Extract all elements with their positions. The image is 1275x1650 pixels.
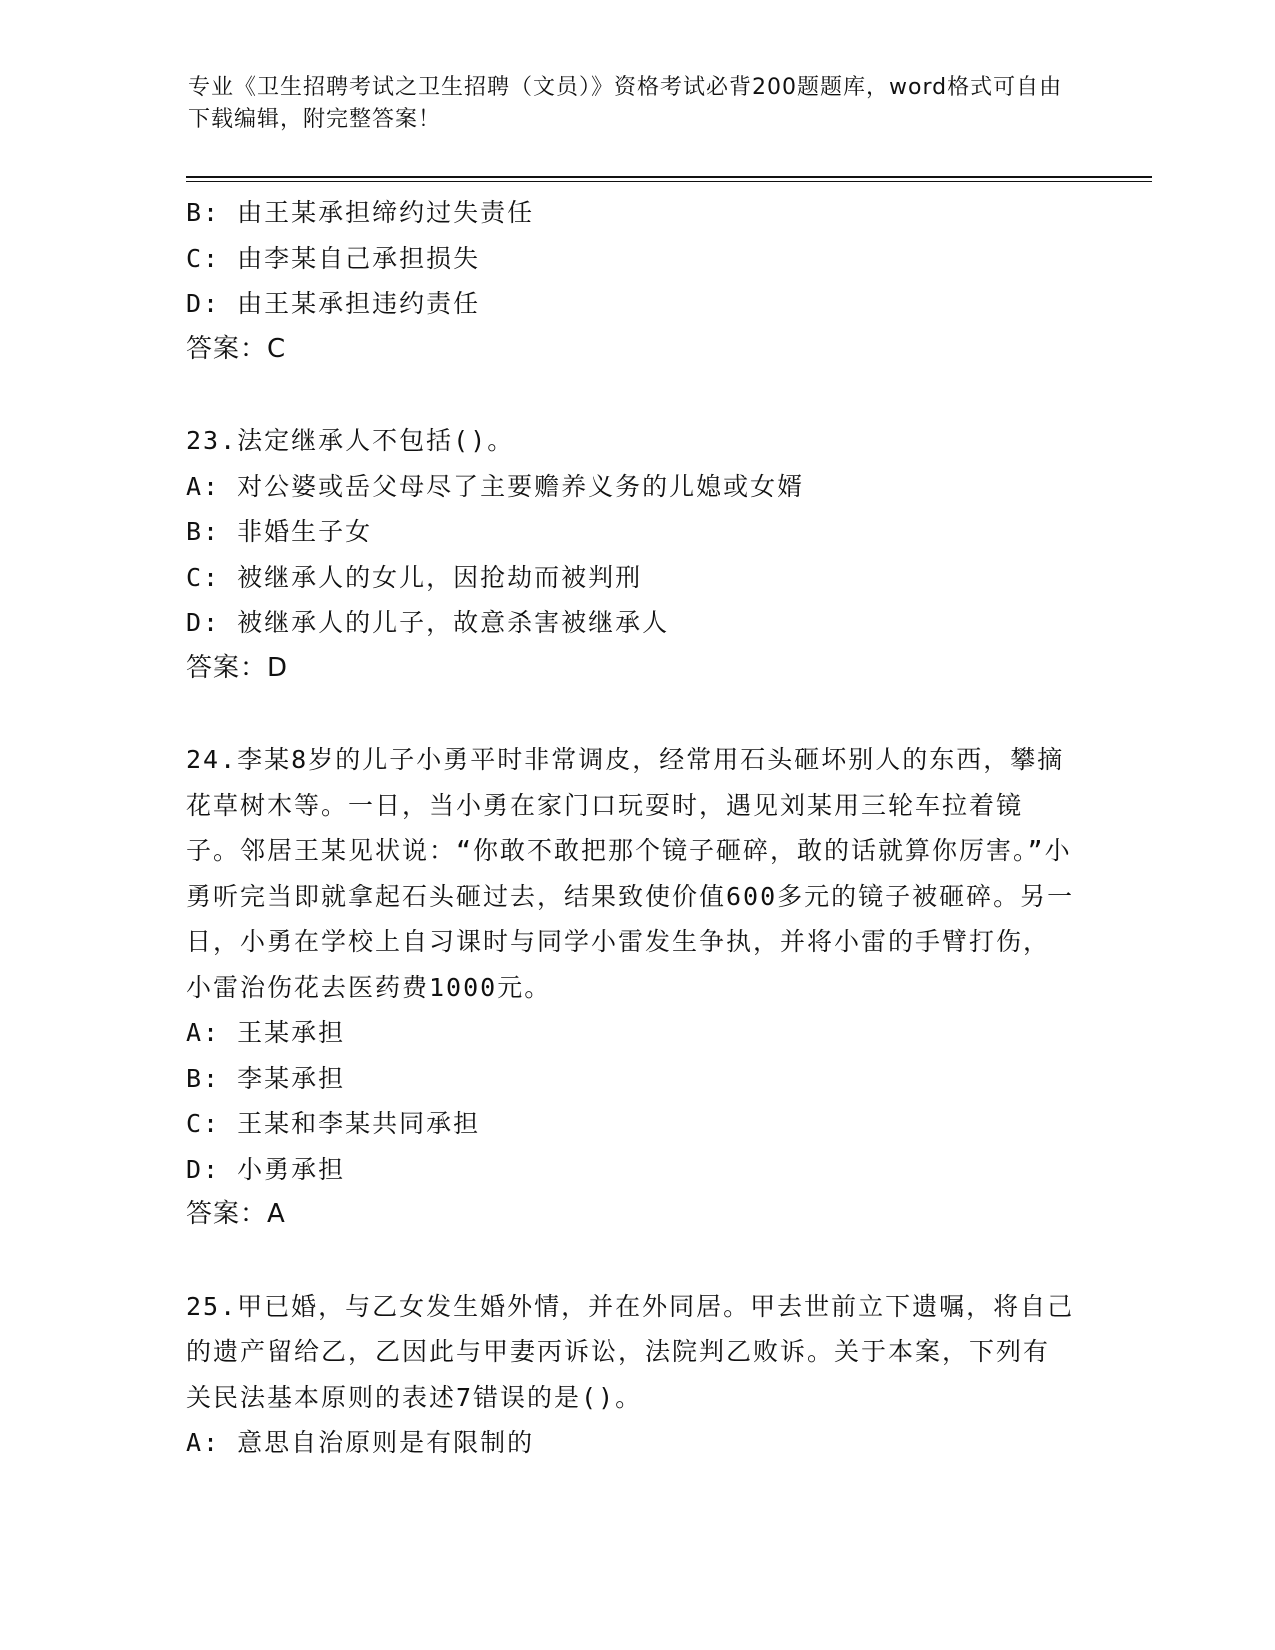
q22-option-d: D: 由王某承担违约责任 xyxy=(186,289,481,318)
document-header xyxy=(188,72,1068,136)
header-rule-thick xyxy=(186,176,1152,178)
q22-option-c: C: 由李某自己承担损失 xyxy=(186,243,481,273)
q24-question: 24.李某8岁的儿子小勇平时非常调皮，经常用石头砸坏别人的东西，攀摘花草树木等。一日，当小勇在家门口玩耍时，遇见刘某用三轮车拉着镜子。邻居王某见状说：“你敢不敢把那个镜子砸碎，敢的话就算你厉害。”小勇听完当即就拿起石头砸过去，结果致使价值600多元的镜子被砸碎。另一日，小勇在学校上自习课时与同学小雷发生争执，并将小雷的手臂打伤，小雷治伤花去医药费1000元。 xyxy=(186,745,1075,1002)
q24-option-b: B: 李某承担 xyxy=(186,1063,346,1093)
header-rule-thin xyxy=(186,181,1152,182)
question-list xyxy=(186,190,1076,1466)
q24-option-c: C: 王某和李某共同承担 xyxy=(186,1109,481,1138)
q25-question: 25.甲已婚，与乙女发生婚外情，并在外同居。甲去世前立下遗嘱，将自己的遗产留给乙，乙因此与甲妻丙诉讼，法院判乙败诉。关于本案，下列有关民法基本原则的表述7错误的是()。 xyxy=(186,1291,1075,1412)
q23-option-d: D: 被继承人的儿子，故意杀害被继承人 xyxy=(186,608,670,637)
q22-answer: 答案：C xyxy=(186,333,287,364)
q22-option-b: B: 由王某承担缔约过失责任 xyxy=(186,198,535,227)
spacer xyxy=(186,1238,1076,1284)
question-24 xyxy=(186,737,1076,1238)
q23-question: 23.法定继承人不包括()。 xyxy=(186,426,515,455)
q24-option-a: A: 王某承担 xyxy=(186,1018,346,1047)
spacer xyxy=(186,372,1076,418)
question-25 xyxy=(186,1284,1076,1466)
q23-option-b: B: 非婚生子女 xyxy=(186,517,373,546)
q23-option-a: A: 对公婆或岳父母尽了主要赡养义务的儿媳或女婿 xyxy=(186,471,805,501)
q23-answer: 答案：D xyxy=(186,652,289,683)
question-23 xyxy=(186,418,1076,691)
q23-option-c: C: 被继承人的女儿，因抢劫而被判刑 xyxy=(186,562,643,592)
header-text: 专业《卫生招聘考试之卫生招聘（文员）》资格考试必背200题题库，word格式可自由下载编辑，附完整答案！ xyxy=(188,75,1063,132)
q24-answer: 答案：A xyxy=(186,1199,286,1229)
spacer xyxy=(186,691,1076,737)
question-22 xyxy=(186,190,1076,372)
q24-option-d: D: 小勇承担 xyxy=(186,1154,346,1184)
q25-option-a: A: 意思自治原则是有限制的 xyxy=(186,1428,535,1457)
